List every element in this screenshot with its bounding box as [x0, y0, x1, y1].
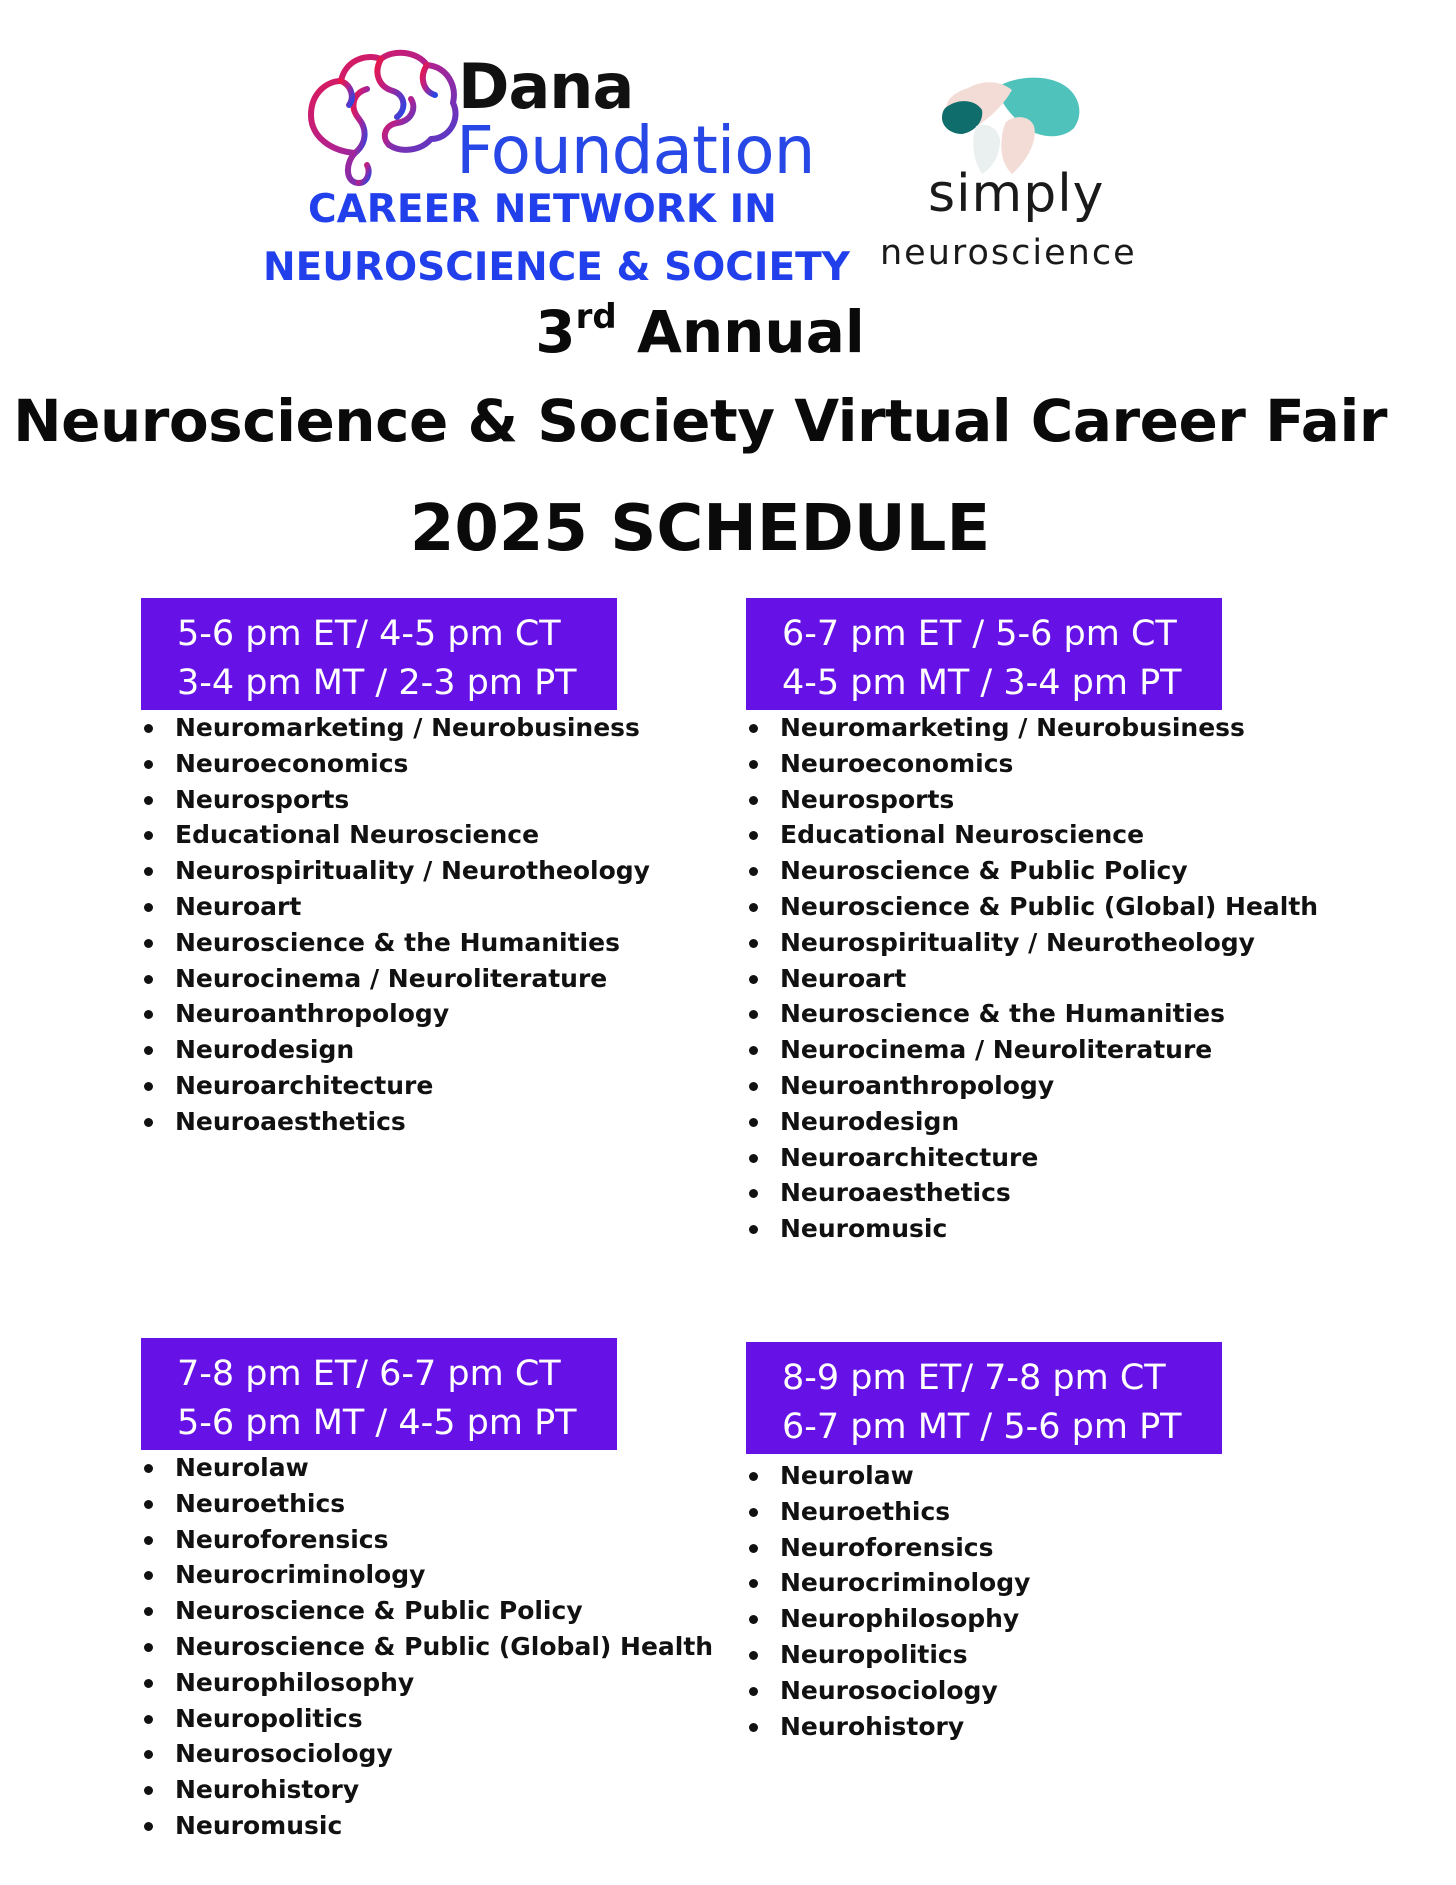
ordinal-suffix: rd	[575, 297, 617, 337]
list-item: Neuromusic	[141, 1808, 713, 1844]
list-item: Neuroeconomics	[746, 746, 1318, 782]
dana-wordmark: Dana	[458, 50, 634, 123]
list-item: Neuroanthropology	[141, 996, 650, 1032]
ordinal-number: 3	[535, 298, 576, 366]
list-item: Neurosports	[746, 782, 1318, 818]
list-item: Neuroanthropology	[746, 1068, 1318, 1104]
annual-title	[0, 297, 1400, 366]
list-item: Neurophilosophy	[141, 1665, 713, 1701]
list-item: Neurolaw	[141, 1450, 713, 1486]
session-time-line-2: 6-7 pm MT / 5-6 pm PT	[782, 1407, 1182, 1447]
list-item: Neuroethics	[746, 1494, 1222, 1530]
list-item: Neuroaesthetics	[746, 1175, 1318, 1211]
foundation-wordmark: Foundation	[456, 112, 815, 189]
list-item: Neuroart	[141, 889, 650, 925]
list-item: Neuroforensics	[141, 1522, 713, 1558]
list-item: Neuroarchitecture	[746, 1140, 1318, 1176]
list-item: Educational Neuroscience	[141, 817, 650, 853]
list-item: Neurodesign	[746, 1104, 1318, 1140]
list-item: Neuroscience & Public Policy	[746, 853, 1318, 889]
list-item: Neurosociology	[141, 1736, 713, 1772]
event-title: Neuroscience & Society Virtual Career Fair	[13, 387, 1387, 455]
list-item: Neuroscience & the Humanities	[746, 996, 1318, 1032]
neuroscience-wordmark: neuroscience	[880, 233, 1137, 273]
list-item: Neurolaw	[746, 1458, 1222, 1494]
list-item: Neurocriminology	[746, 1565, 1222, 1601]
session-time-line-1: 8-9 pm ET/ 7-8 pm CT	[782, 1358, 1166, 1398]
simply-neuroscience-logo	[876, 60, 1156, 280]
career-network-line-1: CAREER NETWORK IN	[308, 187, 777, 232]
list-item: Neuroethics	[141, 1486, 713, 1522]
session-time-line-1: 6-7 pm ET / 5-6 pm CT	[782, 614, 1177, 654]
list-item: Neurohistory	[141, 1772, 713, 1808]
session-time-line-1: 5-6 pm ET/ 4-5 pm CT	[177, 614, 561, 654]
list-item: Neuropolitics	[141, 1701, 713, 1737]
session-time-line-2: 4-5 pm MT / 3-4 pm PT	[782, 663, 1182, 703]
list-item: Neuromarketing / Neurobusiness	[141, 710, 650, 746]
list-item: Neuropolitics	[746, 1637, 1222, 1673]
list-item: Neuroart	[746, 961, 1318, 997]
list-item: Neurosociology	[746, 1673, 1222, 1709]
brain-icon	[301, 45, 461, 190]
list-item: Neuromarketing / Neurobusiness	[746, 710, 1318, 746]
list-item: Neurocriminology	[141, 1557, 713, 1593]
session-block-1	[141, 598, 650, 1140]
list-item: Neuroeconomics	[141, 746, 650, 782]
list-item: Neurodesign	[141, 1032, 650, 1068]
topic-list	[746, 1458, 1222, 1744]
list-item: Neurocinema / Neuroliterature	[746, 1032, 1318, 1068]
list-item: Neuroforensics	[746, 1530, 1222, 1566]
session-time-header	[141, 1338, 617, 1450]
session-block-3	[141, 1338, 713, 1844]
list-item: Neuroscience & Public (Global) Health	[746, 889, 1318, 925]
list-item: Neurospirituality / Neurotheology	[141, 853, 650, 889]
list-item: Neuroscience & Public (Global) Health	[141, 1629, 713, 1665]
list-item: Neurophilosophy	[746, 1601, 1222, 1637]
session-time-header	[141, 598, 617, 710]
list-item: Neuromusic	[746, 1211, 1318, 1247]
topic-list	[141, 1450, 713, 1844]
session-time-line-1: 7-8 pm ET/ 6-7 pm CT	[177, 1354, 561, 1394]
simply-wordmark: simply	[928, 164, 1105, 224]
session-time-header	[746, 598, 1222, 710]
list-item: Neurosports	[141, 782, 650, 818]
session-time-line-2: 3-4 pm MT / 2-3 pm PT	[177, 663, 577, 703]
career-network-line-2: NEUROSCIENCE & SOCIETY	[263, 245, 850, 290]
list-item: Educational Neuroscience	[746, 817, 1318, 853]
list-item: Neurohistory	[746, 1709, 1222, 1745]
list-item: Neurospirituality / Neurotheology	[746, 925, 1318, 961]
dana-foundation-logo	[263, 40, 876, 300]
list-item: Neuroaesthetics	[141, 1104, 650, 1140]
list-item: Neuroscience & Public Policy	[141, 1593, 713, 1629]
session-block-2	[746, 598, 1318, 1247]
session-time-line-2: 5-6 pm MT / 4-5 pm PT	[177, 1403, 577, 1443]
session-time-header	[746, 1342, 1222, 1454]
list-item: Neuroarchitecture	[141, 1068, 650, 1104]
topic-list	[746, 710, 1318, 1247]
list-item: Neurocinema / Neuroliterature	[141, 961, 650, 997]
list-item: Neuroscience & the Humanities	[141, 925, 650, 961]
schedule-title: 2025 SCHEDULE	[409, 492, 991, 566]
annual-label: Annual	[636, 298, 865, 366]
topic-list	[141, 710, 650, 1140]
session-block-4	[746, 1342, 1222, 1744]
